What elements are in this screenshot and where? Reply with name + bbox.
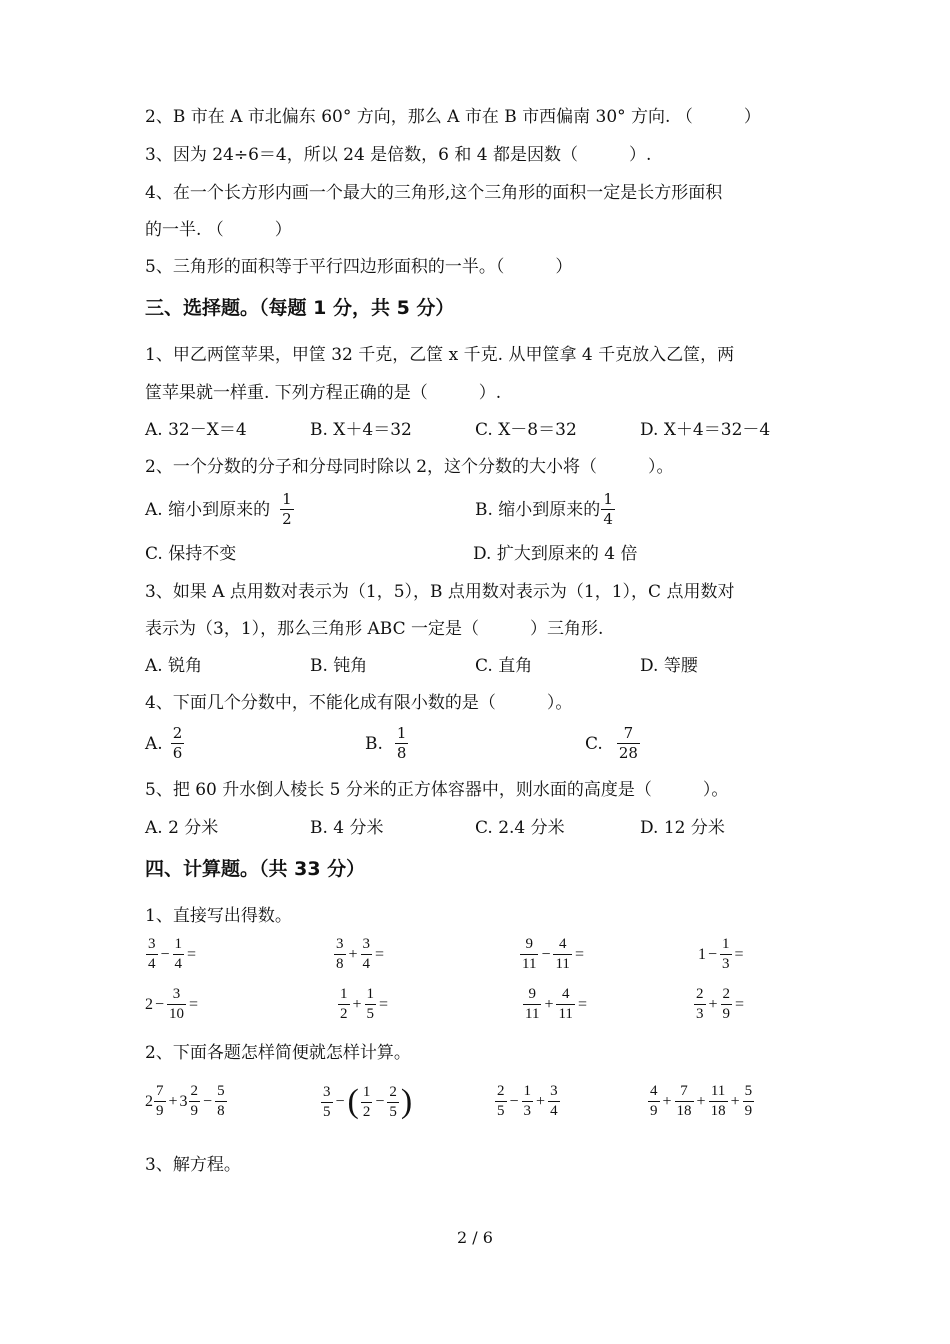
q3-option-c: C. 直角: [475, 656, 533, 676]
q5-option-a: A. 2 分米: [145, 818, 219, 838]
q1-option-c: C. X－8＝32: [475, 420, 577, 440]
q3-line1: 3、如果 A 点用数对表示为（1，5），B 点用数对表示为（1，1），C 点用数对: [145, 582, 735, 602]
q3-option-d: D. 等腰: [640, 656, 698, 676]
oral-calc-5: 2 − $\frac{3}{10}$ =: [145, 986, 199, 1022]
fraction: $\frac{4}{11}$: [555, 936, 570, 972]
option-fraction: [171, 724, 185, 763]
q1-line1: 1、甲乙两筐苹果，甲筐 32 千克，乙筐 x 千克. 从甲筐拿 4 千克放入乙筐，两: [145, 345, 735, 365]
simplify-calc-2: $\frac{3}{5}$ − ( $\frac{1}{2}$ − $\frac{2}{5}$ ): [323, 1083, 413, 1120]
fraction-denominator: 8: [396, 744, 407, 762]
part-3-instruction: 3、解方程。: [145, 1155, 241, 1175]
fraction: $\frac{2}{3}$: [696, 986, 704, 1022]
fraction: $\frac{3}{4}$: [148, 936, 156, 972]
fraction: $\frac{5}{8}$: [217, 1083, 225, 1119]
q1-option-a: A. 32－X＝4: [145, 420, 247, 440]
q3-option-a: A. 锐角: [145, 656, 203, 676]
judge-item-5: 5、三角形的面积等于平行四边形面积的一半。（ ）: [145, 257, 573, 277]
judge-item-3: 3、因为 24÷6＝4，所以 24 是倍数，6 和 4 都是因数（ ）.: [145, 145, 652, 165]
fraction: $\frac{3}{10}$: [169, 986, 185, 1022]
fraction: $\frac{2}{5}$: [497, 1083, 505, 1119]
simplify-calc-1: 2 $\frac{7}{9}$ + 3 $\frac{2}{9}$ − $\frac{5}{8}$: [145, 1083, 225, 1119]
judge-item-4-line1: 4、在一个长方形内画一个最大的三角形,这个三角形的面积一定是长方形面积: [145, 183, 723, 203]
q2-option-b-fraction: [601, 490, 615, 529]
q2-option-a: [145, 490, 295, 529]
q3-line2: 表示为（3，1），那么三角形 ABC 一定是（ ）三角形.: [145, 619, 604, 639]
fraction: $\frac{1}{2}$: [340, 986, 348, 1022]
oral-calc-8: $\frac{2}{3}$ + $\frac{2}{9}$ =: [696, 986, 745, 1022]
fraction: $\frac{1}{3}$: [722, 936, 730, 972]
fraction: $\frac{4}{11}$: [558, 986, 573, 1022]
fraction: $\frac{2}{9}$: [190, 1083, 199, 1119]
part-2-instruction: 2、下面各题怎样简便就怎样计算。: [145, 1043, 411, 1063]
q1-option-d: D. X＋4＝32－4: [640, 420, 771, 440]
fraction: $\frac{3}{4}$: [550, 1083, 558, 1119]
simplify-calc-4: $\frac{4}{9}$ + $\frac{7}{18}$ + $\frac{11}{18}$ + $\frac{5}{9}$: [650, 1083, 753, 1119]
fraction: $\frac{7}{9}$: [156, 1083, 164, 1119]
oral-calc-2: $\frac{3}{8}$ + $\frac{3}{4}$ =: [336, 936, 385, 972]
page-number: 2 / 6: [457, 1228, 493, 1247]
fraction-denominator: 6: [172, 744, 183, 762]
section-3-title: 三、选择题。（每题 1 分，共 5 分）: [145, 297, 455, 319]
fraction-numerator: 1: [603, 490, 613, 508]
q2-stem: 2、一个分数的分子和分母同时除以 2，这个分数的大小将（ ）。: [145, 457, 674, 477]
option-label: A.: [145, 733, 163, 754]
oral-calc-4: 1 − $\frac{1}{3}$ =: [698, 936, 744, 972]
fraction: $\frac{2}{5}$: [389, 1083, 397, 1120]
oral-calc-3: $\frac{9}{11}$ − $\frac{4}{11}$ =: [522, 936, 584, 972]
q4-option-a: [145, 724, 185, 763]
q2-option-a-text: A. 缩小到原来的: [145, 499, 271, 520]
q2-option-c: C. 保持不变: [145, 544, 237, 564]
option-fraction: [617, 724, 640, 763]
fraction: $\frac{11}{18}$: [710, 1083, 726, 1119]
q5-option-c: C. 2.4 分米: [475, 818, 565, 838]
fraction: $\frac{3}{5}$: [323, 1083, 331, 1120]
q4-option-b: [365, 724, 409, 763]
q2-option-d: D. 扩大到原来的 4 倍: [473, 544, 638, 564]
q1-option-b: B. X＋4＝32: [310, 420, 412, 440]
q4-option-c: [585, 724, 641, 763]
fraction: $\frac{2}{9}$: [722, 986, 731, 1022]
fraction-denominator: 28: [618, 744, 638, 762]
option-fraction: [395, 724, 409, 763]
fraction: $\frac{7}{18}$: [676, 1083, 692, 1119]
oral-calc-7: $\frac{9}{11}$ + $\frac{4}{11}$ =: [525, 986, 587, 1022]
judge-item-4-line2: 的一半. （ ）: [145, 220, 292, 240]
q2-option-b-text: B. 缩小到原来的: [475, 499, 601, 520]
oral-calc-1: $\frac{3}{4}$ − $\frac{1}{4}$ =: [148, 936, 197, 972]
part-1-instruction: 1、直接写出得数。: [145, 906, 292, 926]
fraction: $\frac{3}{8}$: [336, 936, 344, 972]
fraction: $\frac{3}{4}$: [362, 936, 371, 972]
fraction: $\frac{5}{9}$: [744, 1083, 753, 1119]
option-label: C.: [585, 733, 603, 754]
fraction: $\frac{1}{2}$: [362, 1083, 371, 1120]
judge-item-2: 2、B 市在 A 市北偏东 60° 方向，那么 A 市在 B 市西偏南 30° 方向. （ ）: [145, 107, 761, 127]
q3-option-b: B. 钝角: [310, 656, 368, 676]
option-label: B.: [365, 733, 383, 754]
fraction: $\frac{1}{4}$: [174, 936, 183, 972]
q5-stem: 5、把 60 升水倒人棱长 5 分米的正方体容器中，则水面的高度是（ ）。: [145, 780, 729, 800]
q1-line2: 筐苹果就一样重. 下列方程正确的是（ ）.: [145, 383, 502, 403]
fraction-denominator: 2: [282, 510, 292, 528]
q2-option-b: [475, 490, 616, 529]
fraction-denominator: 4: [603, 510, 613, 528]
oral-calc-6: $\frac{1}{2}$ + $\frac{1}{5}$ =: [340, 986, 389, 1022]
fraction-numerator: 2: [172, 724, 183, 742]
q2-option-a-fraction: [280, 490, 294, 529]
simplify-calc-3: $\frac{2}{5}$ − $\frac{1}{3}$ + $\frac{3}{4}$: [497, 1083, 558, 1119]
fraction: $\frac{9}{11}$: [522, 936, 537, 972]
fraction: $\frac{4}{9}$: [650, 1083, 658, 1119]
fraction: $\frac{1}{5}$: [366, 986, 375, 1022]
fraction-numerator: 1: [396, 724, 407, 742]
q5-option-d: D. 12 分米: [640, 818, 725, 838]
fraction: $\frac{9}{11}$: [525, 986, 540, 1022]
fraction: $\frac{1}{3}$: [523, 1083, 532, 1119]
section-4-title: 四、计算题。（共 33 分）: [145, 858, 366, 880]
fraction-numerator: 1: [282, 490, 292, 508]
q5-option-b: B. 4 分米: [310, 818, 384, 838]
q4-stem: 4、下面几个分数中，不能化成有限小数的是（ ）。: [145, 693, 573, 713]
fraction-numerator: 7: [623, 724, 634, 742]
